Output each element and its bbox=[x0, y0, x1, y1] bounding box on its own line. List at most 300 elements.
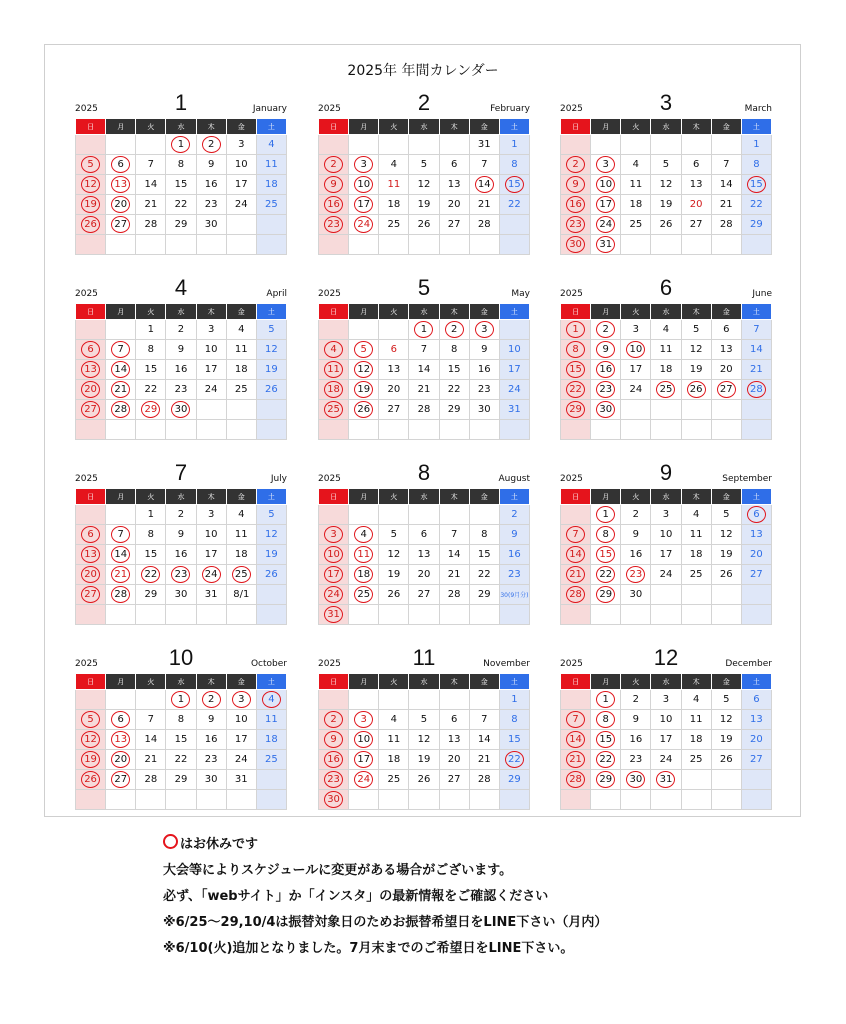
day-cell: 17 bbox=[196, 360, 226, 380]
closed-day-circle: 14 bbox=[566, 731, 585, 748]
day-cell bbox=[561, 380, 591, 400]
month-header bbox=[560, 273, 772, 303]
weekday-header: 火 bbox=[379, 674, 409, 690]
day-cell bbox=[591, 135, 621, 155]
day-cell bbox=[561, 545, 591, 565]
closed-day-circle: 4 bbox=[262, 691, 281, 708]
day-cell bbox=[561, 525, 591, 545]
weekday-header: 日 bbox=[561, 119, 591, 135]
day-cell: 14 bbox=[136, 730, 166, 750]
day-cell bbox=[741, 790, 771, 810]
day-cell bbox=[76, 710, 106, 730]
week-row bbox=[319, 135, 530, 155]
closed-day-circle: 25 bbox=[656, 381, 675, 398]
day-cell bbox=[319, 175, 349, 195]
weekday-header-row bbox=[319, 119, 530, 135]
month-header bbox=[318, 458, 530, 488]
day-cell: 27 bbox=[741, 750, 771, 770]
day-cell bbox=[76, 155, 106, 175]
week-row bbox=[561, 175, 772, 195]
day-cell: 7 bbox=[136, 710, 166, 730]
day-cell bbox=[256, 585, 286, 605]
day-cell: 9 bbox=[621, 710, 651, 730]
day-cell bbox=[106, 175, 136, 195]
day-cell bbox=[76, 565, 106, 585]
month-table bbox=[560, 118, 772, 255]
weekday-header: 日 bbox=[76, 674, 106, 690]
closed-day-circle: 21 bbox=[111, 381, 130, 398]
closed-day-circle: 28 bbox=[566, 771, 585, 788]
day-cell bbox=[561, 360, 591, 380]
closed-day-circle: 22 bbox=[596, 566, 615, 583]
month-table bbox=[318, 673, 530, 810]
day-cell: 21 bbox=[409, 380, 439, 400]
closed-day-circle: 5 bbox=[354, 341, 373, 358]
day-cell bbox=[136, 420, 166, 440]
legend-text: はお休みです bbox=[180, 837, 259, 852]
day-cell bbox=[741, 400, 771, 420]
day-cell bbox=[409, 135, 439, 155]
closed-day-circle: 1 bbox=[596, 691, 615, 708]
weekday-header: 月 bbox=[591, 304, 621, 320]
day-cell: 8 bbox=[439, 340, 469, 360]
day-cell: 26 bbox=[711, 565, 741, 585]
day-cell bbox=[561, 175, 591, 195]
day-cell: 5 bbox=[711, 690, 741, 710]
week-row bbox=[76, 710, 287, 730]
day-cell: 30 bbox=[196, 215, 226, 235]
day-cell bbox=[561, 155, 591, 175]
day-cell: 13 bbox=[681, 175, 711, 195]
day-cell: 6 bbox=[409, 525, 439, 545]
month-block bbox=[318, 458, 530, 625]
day-cell: 21 bbox=[711, 195, 741, 215]
weekday-header: 水 bbox=[409, 304, 439, 320]
weekday-header: 水 bbox=[166, 674, 196, 690]
closed-day-circle: 13 bbox=[111, 731, 130, 748]
closed-day-circle: 2 bbox=[566, 156, 585, 173]
weekday-header: 金 bbox=[469, 304, 499, 320]
day-cell bbox=[349, 525, 379, 545]
week-row bbox=[76, 175, 287, 195]
day-cell bbox=[76, 585, 106, 605]
month-block bbox=[560, 88, 772, 255]
weekday-header: 金 bbox=[469, 674, 499, 690]
day-cell bbox=[741, 420, 771, 440]
day-cell: 30 bbox=[621, 585, 651, 605]
month-table bbox=[75, 673, 287, 810]
closed-day-circle: 30 bbox=[596, 401, 615, 418]
closed-day-circle: 29 bbox=[596, 771, 615, 788]
closed-day-circle: 26 bbox=[81, 216, 100, 233]
day-cell bbox=[681, 400, 711, 420]
day-cell bbox=[499, 215, 529, 235]
day-cell: 8 bbox=[166, 710, 196, 730]
closed-day-circle: 24 bbox=[354, 771, 373, 788]
day-cell: 14 bbox=[136, 175, 166, 195]
day-cell bbox=[349, 420, 379, 440]
week-row bbox=[76, 505, 287, 525]
day-cell bbox=[319, 505, 349, 525]
day-cell: 4 bbox=[651, 320, 681, 340]
closed-day-circle: 27 bbox=[717, 381, 736, 398]
day-cell bbox=[106, 215, 136, 235]
day-cell: 15 bbox=[166, 175, 196, 195]
day-cell: 17 bbox=[196, 545, 226, 565]
day-cell: 30 bbox=[196, 770, 226, 790]
day-cell: 15 bbox=[439, 360, 469, 380]
day-cell: 4 bbox=[379, 710, 409, 730]
month-header bbox=[75, 88, 287, 118]
day-cell: 14 bbox=[439, 545, 469, 565]
week-row bbox=[319, 565, 530, 585]
day-cell: 17 bbox=[226, 175, 256, 195]
day-cell bbox=[256, 400, 286, 420]
weekday-header: 日 bbox=[319, 119, 349, 135]
day-cell bbox=[106, 730, 136, 750]
week-row bbox=[561, 770, 772, 790]
day-cell bbox=[561, 710, 591, 730]
closed-day-circle: 10 bbox=[596, 176, 615, 193]
month-header bbox=[318, 88, 530, 118]
day-cell bbox=[469, 320, 499, 340]
day-cell bbox=[591, 235, 621, 255]
day-cell bbox=[621, 340, 651, 360]
week-row bbox=[76, 340, 287, 360]
day-cell: 10 bbox=[651, 710, 681, 730]
day-cell bbox=[76, 360, 106, 380]
day-cell: 22 bbox=[499, 195, 529, 215]
day-cell bbox=[741, 380, 771, 400]
closed-day-circle: 16 bbox=[324, 751, 343, 768]
day-cell bbox=[319, 215, 349, 235]
weekday-header: 木 bbox=[196, 119, 226, 135]
day-cell bbox=[319, 340, 349, 360]
day-cell: 22 bbox=[136, 380, 166, 400]
closed-day-circle: 17 bbox=[596, 196, 615, 213]
day-cell bbox=[561, 215, 591, 235]
day-cell bbox=[591, 340, 621, 360]
closed-day-circle: 1 bbox=[171, 691, 190, 708]
day-cell: 8/1 bbox=[226, 585, 256, 605]
day-cell: 2 bbox=[499, 505, 529, 525]
day-cell bbox=[226, 420, 256, 440]
day-cell: 20 bbox=[409, 565, 439, 585]
month-block bbox=[560, 643, 772, 810]
weekday-header: 木 bbox=[439, 119, 469, 135]
week-row bbox=[561, 585, 772, 605]
day-cell bbox=[591, 585, 621, 605]
closed-day-circle: 6 bbox=[81, 341, 100, 358]
day-cell bbox=[621, 565, 651, 585]
week-row bbox=[319, 215, 530, 235]
weekday-header: 木 bbox=[681, 489, 711, 505]
day-cell bbox=[106, 525, 136, 545]
month-block bbox=[318, 88, 530, 255]
closed-day-circle: 30 bbox=[324, 791, 343, 808]
month-year: 2025 bbox=[75, 104, 98, 114]
day-cell bbox=[681, 380, 711, 400]
day-cell: 7 bbox=[439, 525, 469, 545]
day-cell: 19 bbox=[256, 545, 286, 565]
closed-day-circle: 18 bbox=[324, 381, 343, 398]
week-row bbox=[319, 585, 530, 605]
day-cell bbox=[349, 235, 379, 255]
weekday-header: 水 bbox=[166, 489, 196, 505]
day-cell: 24 bbox=[499, 380, 529, 400]
closed-day-circle: 3 bbox=[324, 526, 343, 543]
day-cell: 9 bbox=[621, 525, 651, 545]
day-cell bbox=[711, 135, 741, 155]
day-cell: 25 bbox=[256, 195, 286, 215]
month-number: 6 bbox=[659, 275, 673, 300]
closed-day-circle: 25 bbox=[232, 566, 251, 583]
week-row bbox=[561, 710, 772, 730]
day-cell: 3 bbox=[651, 505, 681, 525]
day-cell bbox=[741, 770, 771, 790]
month-english-name: October bbox=[250, 659, 287, 669]
day-cell bbox=[651, 420, 681, 440]
closed-day-circle: 7 bbox=[111, 526, 130, 543]
day-cell bbox=[591, 420, 621, 440]
weekday-header: 火 bbox=[621, 119, 651, 135]
day-cell bbox=[256, 235, 286, 255]
day-cell bbox=[651, 790, 681, 810]
day-cell bbox=[561, 420, 591, 440]
day-cell: 24 bbox=[651, 750, 681, 770]
day-cell bbox=[439, 605, 469, 625]
closed-day-circle: 10 bbox=[354, 176, 373, 193]
weekday-header: 月 bbox=[349, 119, 379, 135]
day-cell: 20 bbox=[439, 195, 469, 215]
day-cell bbox=[76, 420, 106, 440]
day-cell bbox=[499, 235, 529, 255]
day-cell: 26 bbox=[256, 565, 286, 585]
day-cell: 8 bbox=[166, 155, 196, 175]
day-cell: 16 bbox=[469, 360, 499, 380]
week-row bbox=[76, 730, 287, 750]
day-cell bbox=[591, 380, 621, 400]
closed-day-circle: 10 bbox=[626, 341, 645, 358]
day-cell: 12 bbox=[256, 340, 286, 360]
day-cell: 19 bbox=[681, 360, 711, 380]
day-cell bbox=[621, 770, 651, 790]
week-row bbox=[319, 525, 530, 545]
day-cell: 5 bbox=[256, 320, 286, 340]
day-cell: 18 bbox=[256, 730, 286, 750]
day-cell: 17 bbox=[226, 730, 256, 750]
week-row bbox=[76, 215, 287, 235]
day-cell bbox=[226, 400, 256, 420]
closed-day-circle: 4 bbox=[324, 341, 343, 358]
day-cell bbox=[469, 605, 499, 625]
weekday-header: 日 bbox=[319, 489, 349, 505]
weekday-header: 土 bbox=[741, 119, 771, 135]
day-cell: 22 bbox=[469, 565, 499, 585]
week-row bbox=[76, 770, 287, 790]
day-cell: 18 bbox=[379, 750, 409, 770]
day-cell: 26 bbox=[711, 750, 741, 770]
closed-day-circle: 24 bbox=[324, 586, 343, 603]
weekday-header: 水 bbox=[166, 119, 196, 135]
day-cell: 27 bbox=[439, 770, 469, 790]
day-cell: 12 bbox=[409, 730, 439, 750]
month-english-name: December bbox=[725, 659, 772, 669]
day-cell: 27 bbox=[409, 585, 439, 605]
closed-day-circle: 20 bbox=[111, 196, 130, 213]
day-cell bbox=[591, 215, 621, 235]
closed-day-circle: 16 bbox=[324, 196, 343, 213]
day-cell bbox=[591, 790, 621, 810]
day-cell: 28 bbox=[136, 215, 166, 235]
week-row bbox=[561, 420, 772, 440]
day-cell bbox=[499, 420, 529, 440]
day-cell: 17 bbox=[651, 730, 681, 750]
day-cell bbox=[621, 790, 651, 810]
weekday-header: 金 bbox=[711, 304, 741, 320]
day-cell: 29 bbox=[136, 585, 166, 605]
month-block bbox=[560, 458, 772, 625]
day-cell: 14 bbox=[741, 340, 771, 360]
day-cell bbox=[711, 585, 741, 605]
closed-day-circle: 27 bbox=[111, 771, 130, 788]
day-cell: 24 bbox=[226, 750, 256, 770]
day-cell bbox=[499, 790, 529, 810]
weekday-header: 火 bbox=[621, 674, 651, 690]
day-cell bbox=[196, 605, 226, 625]
day-cell bbox=[349, 380, 379, 400]
week-row bbox=[319, 710, 530, 730]
note-line-1: 大会等によりスケジュールに変更がある場合がございます。 bbox=[163, 863, 513, 878]
day-cell bbox=[349, 400, 379, 420]
day-cell: 11 bbox=[256, 155, 286, 175]
week-row bbox=[319, 175, 530, 195]
day-cell bbox=[106, 235, 136, 255]
day-cell bbox=[349, 545, 379, 565]
day-cell: 4 bbox=[621, 155, 651, 175]
day-cell: 16 bbox=[166, 360, 196, 380]
closed-day-circle: 2 bbox=[202, 691, 221, 708]
weekday-header: 木 bbox=[439, 489, 469, 505]
day-cell: 11 bbox=[621, 175, 651, 195]
day-cell: 9 bbox=[469, 340, 499, 360]
day-cell bbox=[76, 690, 106, 710]
day-cell: 18 bbox=[379, 195, 409, 215]
closed-day-circle: 2 bbox=[202, 136, 221, 153]
week-row bbox=[76, 420, 287, 440]
closed-day-circle: 28 bbox=[111, 586, 130, 603]
day-cell: 31 bbox=[226, 770, 256, 790]
day-cell: 30 bbox=[469, 400, 499, 420]
weekday-header: 月 bbox=[591, 674, 621, 690]
closed-day-circle: 27 bbox=[111, 216, 130, 233]
day-cell: 1 bbox=[136, 320, 166, 340]
week-row bbox=[561, 790, 772, 810]
weekday-header: 火 bbox=[136, 489, 166, 505]
month-english-name: September bbox=[722, 474, 772, 484]
closed-day-circle: 13 bbox=[81, 361, 100, 378]
closed-day-circle: 20 bbox=[81, 381, 100, 398]
day-cell bbox=[409, 790, 439, 810]
day-cell bbox=[319, 420, 349, 440]
closed-day-circle: 20 bbox=[81, 566, 100, 583]
day-cell bbox=[561, 340, 591, 360]
day-cell bbox=[319, 605, 349, 625]
day-cell bbox=[349, 215, 379, 235]
day-cell: 6 bbox=[681, 155, 711, 175]
month-english-name: January bbox=[252, 104, 287, 114]
day-cell bbox=[136, 565, 166, 585]
day-cell bbox=[349, 605, 379, 625]
weekday-header-row bbox=[76, 119, 287, 135]
day-cell bbox=[106, 545, 136, 565]
week-row bbox=[561, 400, 772, 420]
day-cell: 13 bbox=[711, 340, 741, 360]
day-cell bbox=[439, 235, 469, 255]
day-cell: 20 bbox=[711, 360, 741, 380]
weekday-header: 金 bbox=[711, 489, 741, 505]
week-row bbox=[319, 750, 530, 770]
month-english-name: May bbox=[511, 289, 530, 299]
month-table bbox=[560, 303, 772, 440]
day-cell bbox=[76, 235, 106, 255]
month-year: 2025 bbox=[75, 659, 98, 669]
closed-day-circle: 7 bbox=[566, 526, 585, 543]
month-english-name: April bbox=[266, 289, 287, 299]
closed-day-circle: 4 bbox=[354, 526, 373, 543]
day-cell bbox=[319, 585, 349, 605]
day-cell: 23 bbox=[499, 565, 529, 585]
day-cell bbox=[76, 730, 106, 750]
day-cell bbox=[319, 320, 349, 340]
weekday-header-row bbox=[319, 489, 530, 505]
day-cell bbox=[499, 320, 529, 340]
week-row bbox=[76, 605, 287, 625]
day-cell: 5 bbox=[711, 505, 741, 525]
day-cell: 10 bbox=[499, 340, 529, 360]
closed-day-circle: 3 bbox=[596, 156, 615, 173]
weekday-header: 金 bbox=[226, 119, 256, 135]
day-cell bbox=[561, 585, 591, 605]
day-cell: 4 bbox=[379, 155, 409, 175]
day-cell: 9 bbox=[166, 525, 196, 545]
closed-day-circle: 1 bbox=[566, 321, 585, 338]
day-cell bbox=[76, 320, 106, 340]
day-cell: 15 bbox=[166, 730, 196, 750]
weekday-header: 土 bbox=[499, 674, 529, 690]
weekday-header: 火 bbox=[379, 119, 409, 135]
closed-day-circle: 8 bbox=[566, 341, 585, 358]
weekday-header: 水 bbox=[409, 489, 439, 505]
day-cell: 8 bbox=[136, 525, 166, 545]
week-row bbox=[319, 770, 530, 790]
closed-day-circle: 29 bbox=[566, 401, 585, 418]
closed-day-circle: 5 bbox=[81, 711, 100, 728]
closed-day-circle: 13 bbox=[81, 546, 100, 563]
closed-day-circle: 22 bbox=[566, 381, 585, 398]
day-cell: 9 bbox=[166, 340, 196, 360]
day-cell bbox=[561, 320, 591, 340]
closed-day-circle: 3 bbox=[475, 321, 494, 338]
day-cell bbox=[106, 770, 136, 790]
day-cell: 19 bbox=[379, 565, 409, 585]
day-cell bbox=[621, 135, 651, 155]
day-cell bbox=[106, 605, 136, 625]
day-cell bbox=[591, 155, 621, 175]
day-cell bbox=[226, 565, 256, 585]
day-cell bbox=[349, 790, 379, 810]
day-cell: 2 bbox=[621, 505, 651, 525]
